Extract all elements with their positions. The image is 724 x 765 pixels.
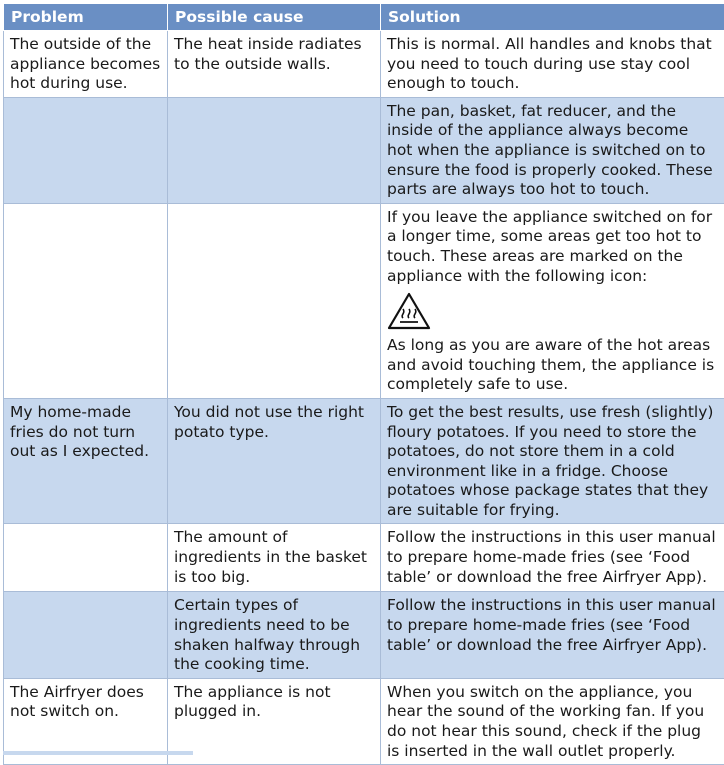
cause-cell: You did not use the right potato type. — [168, 398, 381, 524]
cause-cell: The heat inside radiates to the outside walls. — [168, 31, 381, 98]
solution-cell: When you switch on the appliance, you hear the sound of the working fan. If you do not hear this sound, check if the plug is inserted in the wall outlet properly. — [381, 678, 724, 764]
solution-cell — [381, 203, 724, 398]
table-header-row — [4, 4, 724, 31]
table-continuation-strip — [3, 751, 193, 755]
solution-text: If you leave the appliance switched on for a longer time, some areas get too hot to touch. These areas are marked on the appliance with the following icon: — [387, 208, 712, 285]
problem-cell — [4, 97, 168, 203]
header-possible-cause: Possible cause — [168, 4, 381, 31]
table-row — [4, 524, 724, 592]
header-problem: Problem — [4, 4, 168, 31]
solution-cell: Follow the instructions in this user manual to prepare home-made fries (see ‘Food table’ or download the free Airfryer App). — [381, 524, 724, 592]
problem-cell — [4, 203, 168, 398]
solution-text-after: As long as you are aware of the hot areas and avoid touching them, the appliance is completely safe to use. — [387, 336, 714, 393]
problem-cell — [4, 592, 168, 678]
cause-cell — [168, 97, 381, 203]
table-row — [4, 203, 724, 398]
table-row — [4, 398, 724, 524]
cause-cell: The appliance is not plugged in. — [168, 678, 381, 764]
cause-cell — [168, 203, 381, 398]
cause-cell: The amount of ingredients in the basket is too big. — [168, 524, 381, 592]
problem-cell: The Airfryer does not switch on. — [4, 678, 168, 764]
troubleshooting-table — [3, 3, 724, 765]
table-row — [4, 31, 724, 98]
problem-cell: The outside of the appliance becomes hot during use. — [4, 31, 168, 98]
problem-cell: My home-made fries do not turn out as I expected. — [4, 398, 168, 524]
table-row — [4, 97, 724, 203]
cause-cell: Certain types of ingredients need to be shaken halfway through the cooking time. — [168, 592, 381, 678]
solution-cell: This is normal. All handles and knobs that you need to touch during use stay cool enough to touch. — [381, 31, 724, 98]
solution-cell: Follow the instructions in this user manual to prepare home-made fries (see ‘Food table’ or download the free Airfryer App). — [381, 592, 724, 678]
solution-cell: The pan, basket, fat reducer, and the inside of the appliance always become hot when the appliance is switched on to ensure the food is properly cooked. These parts are always too hot to touch. — [381, 97, 724, 203]
header-solution: Solution — [381, 4, 724, 31]
problem-cell — [4, 524, 168, 592]
table-row — [4, 592, 724, 678]
hot-surface-warning-icon — [387, 292, 431, 330]
solution-cell: To get the best results, use fresh (slightly) floury potatoes. If you need to store the potatoes, do not store them in a cold environment like in a fridge. Choose potatoes whose package states that they are suitable for frying. — [381, 398, 724, 524]
